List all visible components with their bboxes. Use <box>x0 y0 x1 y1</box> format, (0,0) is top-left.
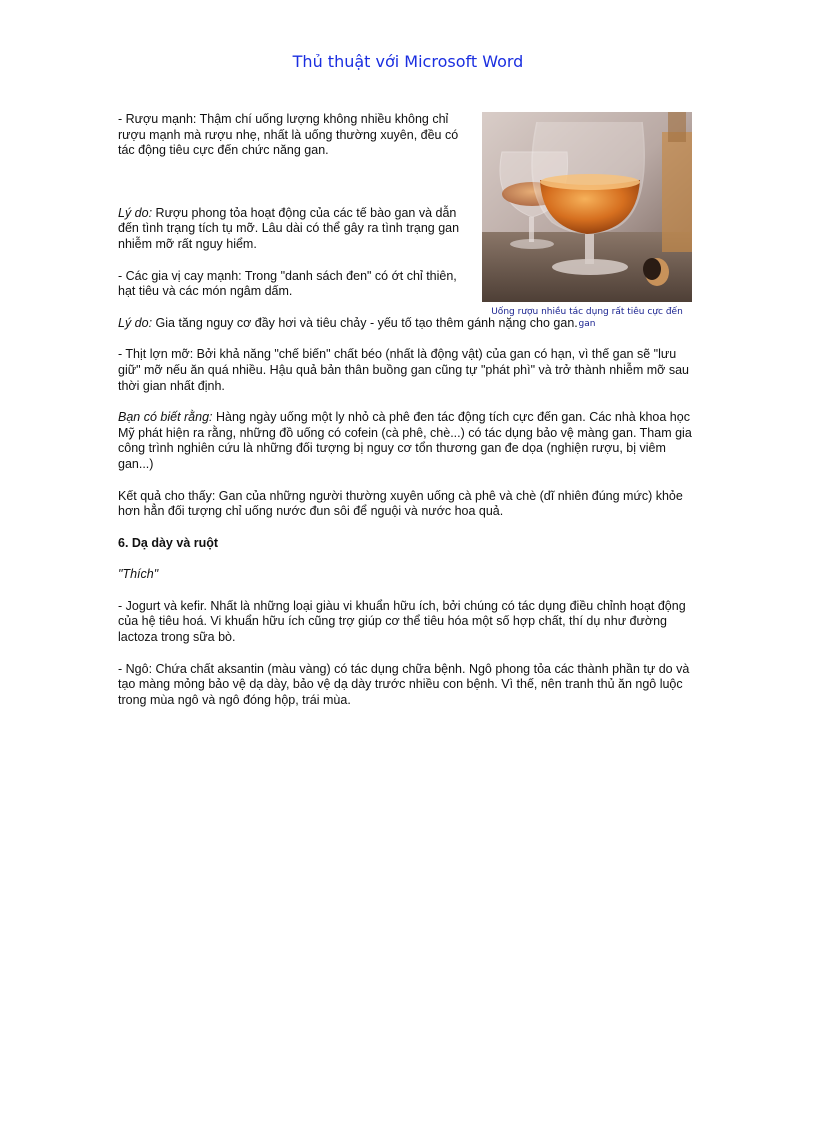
paragraph-reason-alcohol <box>118 206 463 253</box>
section-heading-stomach: 6. Dạ dày và ruột <box>118 535 219 550</box>
paragraph-like-label: "Thích" <box>118 567 159 582</box>
paragraph-reason-spices <box>118 316 694 332</box>
reason-label: Lý do: <box>118 205 153 220</box>
article-body <box>118 112 694 708</box>
paragraph-did-you-know <box>118 410 694 472</box>
figure-caption: Uống rượu nhiều tác dụng rất tiêu cực đến gan <box>491 307 683 329</box>
paragraph-strong-alcohol: - Rượu mạnh: Thậm chí uống lượng không nhiều không chỉ rượu mạnh mà rượu nhẹ, nhất là uống thường xuyên, đều có tác động tiêu cực đến chức năng gan. <box>118 112 459 158</box>
did-you-know-text: Hàng ngày uống một ly nhỏ cà phê đen tác động tích cực đến gan. Các nhà khoa học Mỹ phát hiện ra rằng, những đồ uống có cofein (cà phê, chè...) có tác dụng bảo vệ màng gan. Tham gia công trình nghiên cứu là những đối tượng bị nguy cơ tổn thương gan đe dọa (nghiện rượu, bị viêm gan...) <box>118 410 692 471</box>
reason-text: Gia tăng nguy cơ đầy hơi và tiêu chảy - yếu tố tạo thêm gánh nặng cho gan. <box>152 315 578 330</box>
paragraph-corn: - Ngô: Chứa chất aksantin (màu vàng) có tác dụng chữa bệnh. Ngô phong tỏa các thành phần tự do và tạo màng mỏng bảo vệ dạ dày, bảo vệ dạ dày trước nhiều con bệnh. Vì thế, nên tranh thủ ăn ngô luộc trong mùa ngô và ngô đóng hộp, trái mùa. <box>118 661 690 707</box>
paragraph-yogurt-kefir: - Jogurt và kefir. Nhất là những loại giàu vi khuẩn hữu ích, bởi chúng có tác dụng điều chỉnh hoạt động của hệ tiêu hoá. Vi khuẩn hữu ích cũng trợ giúp cơ thể tiêu hóa một số hợp chất, thí dụ như đường lactoza trong sữa bò. <box>118 598 686 645</box>
reason-text: Rượu phong tỏa hoạt động của các tế bào gan và dẫn đến tình trạng tích tụ mỡ. Lâu dài có thể gây ra tình trạng gan nhiễm mỡ rất nguy hiểm. <box>118 205 460 251</box>
did-you-know-label: Bạn có biết rằng: <box>118 410 213 425</box>
paragraph-results: Kết quả cho thấy: Gan của những người thường xuyên uống cà phê và chè (dĩ nhiên đúng mức) khỏe hơn hẳn đối tượng chỉ uống nước đun sôi để nguội và nước hoa quả. <box>118 488 683 519</box>
reason-label: Lý do: <box>118 315 153 330</box>
paragraph-fatty-pork: - Thịt lợn mỡ: Bởi khả năng "chế biến" chất béo (nhất là động vật) của gan có hạn, vì thế gan sẽ "lưu giữ" mỡ nếu ăn quá nhiều. Hậu quả bản thân buồng gan cũng tự "phát phì" và trở thành nhiễm mỡ sau thời gian nhất định. <box>118 347 689 393</box>
page-header-title: Thủ thuật với Microsoft Word <box>292 52 524 71</box>
paragraph-spices: - Các gia vị cay mạnh: Trong "danh sách đen" có ớt chỉ thiên, hạt tiêu và các món ngâm dấm. <box>118 268 457 299</box>
